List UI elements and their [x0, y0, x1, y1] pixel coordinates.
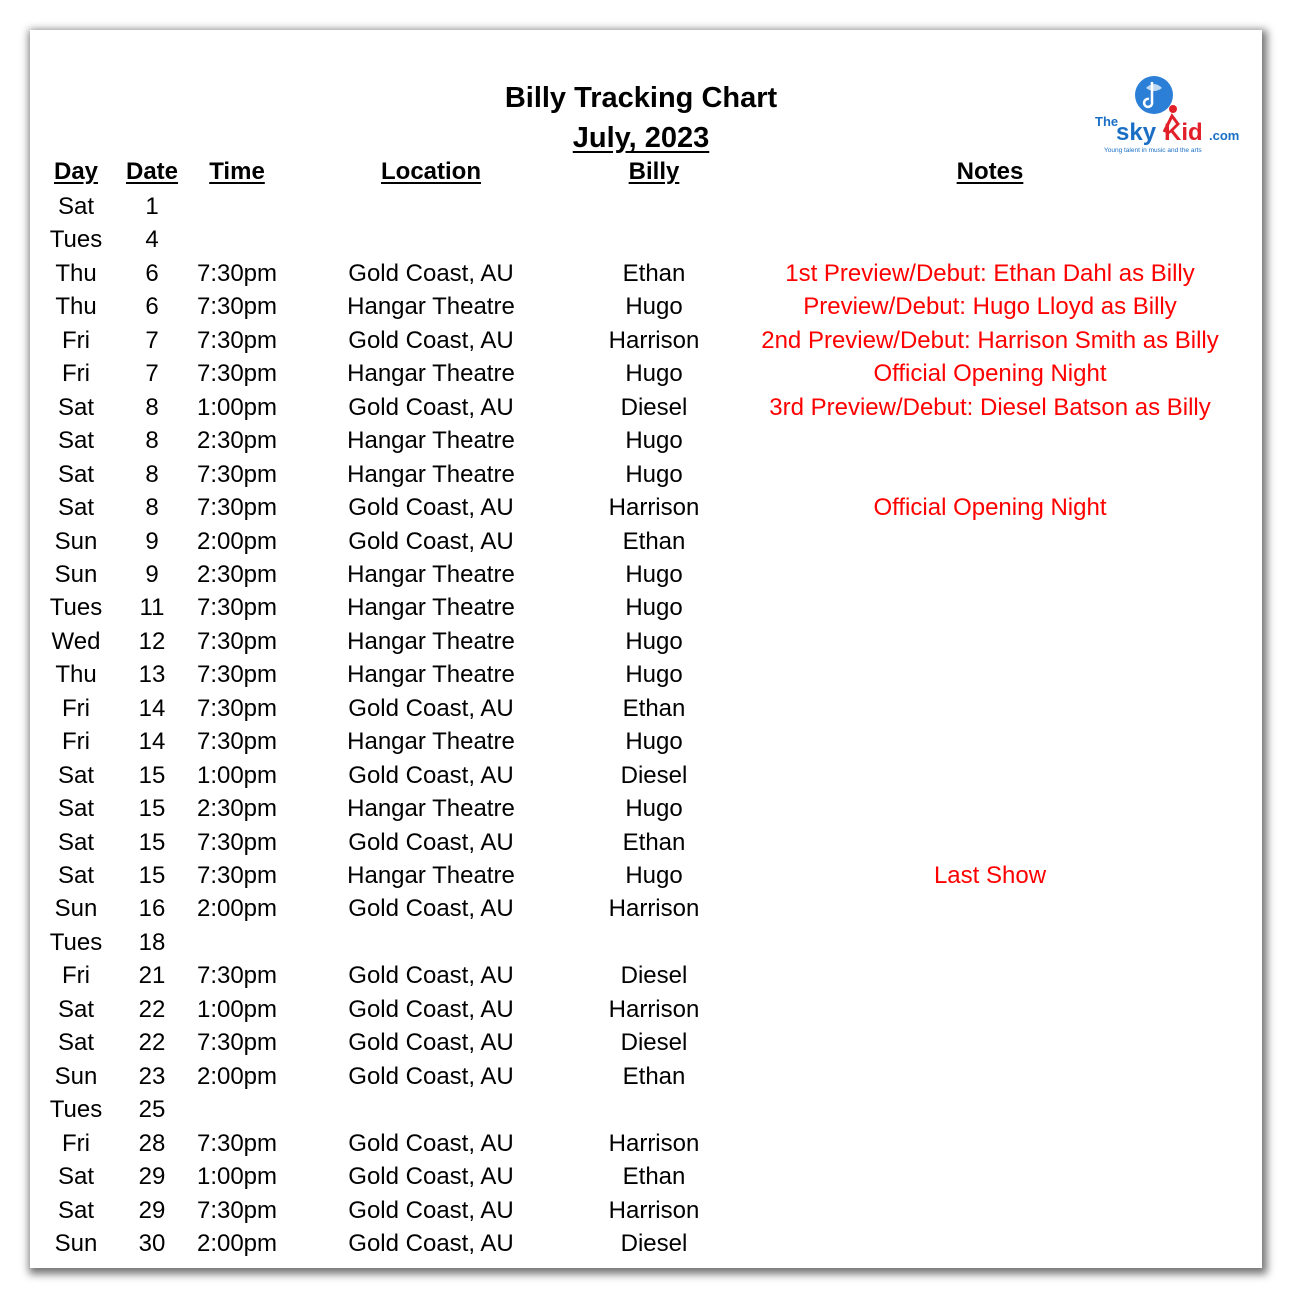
row-date: 15: [138, 862, 166, 889]
theskykid-logo: [1094, 70, 1249, 158]
row-date: 9: [145, 561, 159, 588]
row-day: Sat: [57, 829, 95, 856]
row-location: Gold Coast, AU: [348, 895, 514, 922]
row-time: 7:30pm: [196, 494, 278, 521]
row-location: Gold Coast, AU: [348, 1063, 514, 1090]
row-location: Gold Coast, AU: [348, 762, 514, 789]
header-day: Day: [53, 158, 99, 185]
row-billy: Ethan: [622, 1063, 686, 1090]
row-day: Sat: [57, 996, 95, 1023]
row-date: 13: [138, 661, 166, 688]
row-time: 2:00pm: [196, 1230, 278, 1257]
row-date: 4: [145, 226, 159, 253]
row-billy: Ethan: [622, 260, 686, 287]
row-day: Thu: [55, 661, 97, 688]
row-day: Fri: [62, 1130, 90, 1157]
row-location: Hangar Theatre: [347, 628, 515, 655]
row-day: Tues: [49, 594, 103, 621]
row-location: Gold Coast, AU: [348, 1130, 514, 1157]
row-time: 7:30pm: [196, 461, 278, 488]
row-date: 30: [138, 1230, 166, 1257]
row-date: 29: [138, 1197, 166, 1224]
row-day: Thu: [55, 260, 97, 287]
row-time: 7:30pm: [196, 628, 278, 655]
row-location: Gold Coast, AU: [348, 260, 514, 287]
row-billy: Harrison: [608, 494, 700, 521]
row-notes: Official Opening Night: [873, 360, 1107, 387]
row-time: 7:30pm: [196, 829, 278, 856]
row-time: 2:30pm: [196, 795, 278, 822]
row-billy: Hugo: [625, 728, 683, 755]
logo-text-kid: Kid: [1164, 119, 1203, 146]
row-time: 7:30pm: [196, 327, 278, 354]
header-notes: Notes: [956, 158, 1024, 185]
row-location: Hangar Theatre: [347, 293, 515, 320]
row-date: 25: [138, 1096, 166, 1123]
row-billy: Hugo: [625, 862, 683, 889]
row-date: 14: [138, 728, 166, 755]
row-location: Gold Coast, AU: [348, 962, 514, 989]
row-date: 21: [138, 962, 166, 989]
row-day: Sun: [54, 561, 98, 588]
row-notes: Last Show: [933, 862, 1047, 889]
row-billy: Diesel: [620, 1230, 688, 1257]
tracking-chart-sheet: [30, 30, 1262, 1268]
row-location: Hangar Theatre: [347, 461, 515, 488]
row-date: 22: [138, 996, 166, 1023]
row-day: Sun: [54, 1063, 98, 1090]
row-date: 29: [138, 1163, 166, 1190]
row-time: 7:30pm: [196, 1197, 278, 1224]
row-day: Sat: [57, 394, 95, 421]
row-day: Sat: [57, 193, 95, 220]
row-billy: Hugo: [625, 661, 683, 688]
row-time: 7:30pm: [196, 260, 278, 287]
row-time: 7:30pm: [196, 728, 278, 755]
row-billy: Hugo: [625, 795, 683, 822]
header-location: Location: [381, 158, 481, 185]
row-date: 6: [145, 260, 159, 287]
logo-figure-head: [1169, 105, 1177, 113]
row-day: Sun: [54, 1230, 98, 1257]
logo-tagline: Young talent in music and the arts: [1104, 147, 1202, 154]
row-day: Wed: [51, 628, 101, 655]
row-billy: Harrison: [608, 996, 700, 1023]
row-date: 23: [138, 1063, 166, 1090]
row-date: 14: [138, 695, 166, 722]
row-time: 2:30pm: [196, 561, 278, 588]
row-date: 7: [145, 360, 159, 387]
row-date: 1: [145, 193, 159, 220]
row-date: 8: [145, 461, 159, 488]
row-billy: Ethan: [622, 1163, 686, 1190]
row-day: Fri: [62, 962, 90, 989]
row-day: Sat: [57, 795, 95, 822]
row-billy: Hugo: [625, 594, 683, 621]
logo-text-domain: .com: [1209, 128, 1240, 143]
row-billy: Hugo: [625, 360, 683, 387]
row-billy: Harrison: [608, 895, 700, 922]
row-location: Hangar Theatre: [347, 862, 515, 889]
row-billy: Diesel: [620, 394, 688, 421]
row-day: Tues: [49, 1096, 103, 1123]
row-date: 22: [138, 1029, 166, 1056]
row-location: Gold Coast, AU: [348, 1197, 514, 1224]
row-date: 11: [139, 594, 165, 621]
row-location: Hangar Theatre: [347, 594, 515, 621]
row-time: 1:00pm: [196, 996, 278, 1023]
row-billy: Hugo: [625, 293, 683, 320]
row-billy: Diesel: [620, 962, 688, 989]
row-day: Tues: [49, 226, 103, 253]
row-date: 15: [138, 795, 166, 822]
row-billy: Hugo: [625, 461, 683, 488]
row-date: 15: [138, 762, 166, 789]
row-date: 6: [145, 293, 159, 320]
row-location: Gold Coast, AU: [348, 1230, 514, 1257]
row-time: 7:30pm: [196, 1029, 278, 1056]
row-date: 18: [138, 929, 166, 956]
row-day: Sat: [57, 494, 95, 521]
row-notes: 1st Preview/Debut: Ethan Dahl as Billy: [785, 260, 1195, 287]
row-day: Fri: [62, 360, 90, 387]
row-date: 8: [145, 427, 159, 454]
row-time: 2:00pm: [196, 528, 278, 555]
row-notes: 2nd Preview/Debut: Harrison Smith as Billy: [761, 327, 1219, 354]
row-day: Sat: [57, 1163, 95, 1190]
row-location: Gold Coast, AU: [348, 1029, 514, 1056]
row-location: Hangar Theatre: [347, 795, 515, 822]
row-billy: Hugo: [625, 628, 683, 655]
row-location: Gold Coast, AU: [348, 996, 514, 1023]
row-location: Gold Coast, AU: [348, 327, 514, 354]
row-day: Sat: [57, 862, 95, 889]
row-day: Sun: [54, 528, 98, 555]
row-billy: Diesel: [620, 1029, 688, 1056]
chart-subtitle-text: July, 2023: [572, 122, 710, 154]
row-location: Hangar Theatre: [347, 728, 515, 755]
row-billy: Ethan: [622, 695, 686, 722]
row-day: Fri: [62, 728, 90, 755]
chart-title: Billy Tracking Chart: [504, 82, 778, 114]
row-date: 28: [138, 1130, 166, 1157]
row-time: 7:30pm: [196, 360, 278, 387]
row-location: Hangar Theatre: [347, 561, 515, 588]
row-billy: Hugo: [625, 561, 683, 588]
row-notes: 3rd Preview/Debut: Diesel Batson as Billy: [769, 394, 1211, 421]
row-time: 7:30pm: [196, 862, 278, 889]
row-time: 7:30pm: [196, 661, 278, 688]
logo-text-the: The: [1095, 114, 1119, 129]
row-time: 2:00pm: [196, 895, 278, 922]
row-day: Fri: [62, 695, 90, 722]
header-date: Date: [125, 158, 179, 185]
row-location: Gold Coast, AU: [348, 528, 514, 555]
row-date: 16: [138, 895, 166, 922]
row-date: 8: [145, 494, 159, 521]
row-day: Fri: [62, 327, 90, 354]
row-day: Thu: [55, 293, 97, 320]
row-billy: Diesel: [620, 762, 688, 789]
row-date: 12: [138, 628, 166, 655]
row-billy: Ethan: [622, 829, 686, 856]
row-billy: Hugo: [625, 427, 683, 454]
row-time: 7:30pm: [196, 293, 278, 320]
row-notes: Official Opening Night: [873, 494, 1107, 521]
row-notes: Preview/Debut: Hugo Lloyd as Billy: [803, 293, 1177, 320]
row-date: 15: [138, 829, 166, 856]
row-location: Gold Coast, AU: [348, 829, 514, 856]
row-location: Hangar Theatre: [347, 661, 515, 688]
row-time: 2:00pm: [196, 1063, 278, 1090]
row-time: 7:30pm: [196, 1130, 278, 1157]
row-location: Hangar Theatre: [347, 427, 515, 454]
row-time: 7:30pm: [196, 594, 278, 621]
row-day: Sat: [57, 1197, 95, 1224]
chart-subtitle: [30, 122, 1252, 155]
row-location: Gold Coast, AU: [348, 494, 514, 521]
row-time: 1:00pm: [196, 394, 278, 421]
row-day: Sat: [57, 762, 95, 789]
row-time: 7:30pm: [196, 962, 278, 989]
row-date: 8: [145, 394, 159, 421]
row-time: 2:30pm: [196, 427, 278, 454]
row-location: Hangar Theatre: [347, 360, 515, 387]
row-date: 7: [145, 327, 159, 354]
row-day: Tues: [49, 929, 103, 956]
row-billy: Harrison: [608, 1130, 700, 1157]
row-day: Sun: [54, 895, 98, 922]
row-billy: Ethan: [622, 528, 686, 555]
row-billy: Harrison: [608, 327, 700, 354]
header-billy: Billy: [628, 158, 680, 185]
row-location: Gold Coast, AU: [348, 394, 514, 421]
row-billy: Harrison: [608, 1197, 700, 1224]
logo-text-sky: sky: [1116, 119, 1157, 146]
row-date: 9: [145, 528, 159, 555]
row-location: Gold Coast, AU: [348, 1163, 514, 1190]
row-day: Sat: [57, 1029, 95, 1056]
row-time: 1:00pm: [196, 762, 278, 789]
row-time: 7:30pm: [196, 695, 278, 722]
row-day: Sat: [57, 427, 95, 454]
row-day: Sat: [57, 461, 95, 488]
row-time: 1:00pm: [196, 1163, 278, 1190]
row-location: Gold Coast, AU: [348, 695, 514, 722]
logo-globe: [1135, 76, 1173, 114]
header-time: Time: [209, 158, 265, 185]
